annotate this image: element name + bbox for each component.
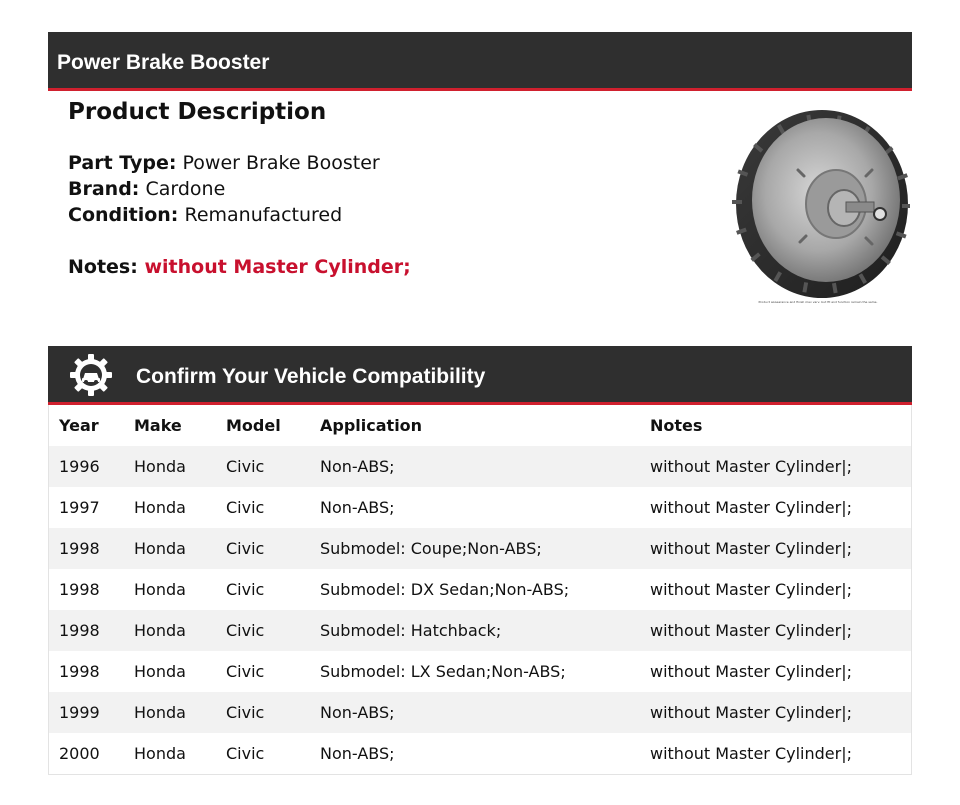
field-label: Part Type: xyxy=(68,152,177,174)
product-description xyxy=(68,96,688,280)
cell-application: Non-ABS; xyxy=(310,692,640,733)
cell-model: Civic xyxy=(216,528,310,569)
cell-make: Honda xyxy=(124,692,216,733)
cell-year: 2000 xyxy=(49,733,124,774)
field-part-type xyxy=(68,150,688,176)
cell-application: Submodel: DX Sedan;Non-ABS; xyxy=(310,569,640,610)
cell-make: Honda xyxy=(124,487,216,528)
table-row xyxy=(49,610,911,651)
image-caption: Product appearance and finish may vary, but fit and function remain the same. xyxy=(758,300,878,303)
field-label: Condition: xyxy=(68,204,179,226)
compatibility-table xyxy=(48,405,912,775)
field-value: Power Brake Booster xyxy=(182,152,380,174)
cell-application: Submodel: Hatchback; xyxy=(310,610,640,651)
product-image xyxy=(726,104,910,308)
cell-model: Civic xyxy=(216,733,310,774)
column-header-year: Year xyxy=(49,405,124,446)
cell-application: Submodel: LX Sedan;Non-ABS; xyxy=(310,651,640,692)
notes-line xyxy=(68,254,688,280)
cell-model: Civic xyxy=(216,487,310,528)
product-header xyxy=(48,32,912,91)
field-label: Brand: xyxy=(68,178,140,200)
field-brand xyxy=(68,176,688,202)
cell-application: Submodel: Coupe;Non-ABS; xyxy=(310,528,640,569)
cell-make: Honda xyxy=(124,651,216,692)
cell-make: Honda xyxy=(124,733,216,774)
cell-make: Honda xyxy=(124,610,216,651)
cell-model: Civic xyxy=(216,446,310,487)
cell-model: Civic xyxy=(216,692,310,733)
notes-label: Notes: xyxy=(68,256,138,278)
cell-notes: without Master Cylinder|; xyxy=(640,733,911,774)
table-header-row xyxy=(49,405,911,446)
cell-make: Honda xyxy=(124,528,216,569)
compatibility-title: Confirm Your Vehicle Compatibility xyxy=(136,365,486,388)
description-fields xyxy=(68,150,688,228)
field-value: Remanufactured xyxy=(184,204,343,226)
cell-model: Civic xyxy=(216,651,310,692)
cell-notes: without Master Cylinder|; xyxy=(640,528,911,569)
cell-year: 1996 xyxy=(49,446,124,487)
cell-application: Non-ABS; xyxy=(310,487,640,528)
cell-year: 1999 xyxy=(49,692,124,733)
table-row xyxy=(49,569,911,610)
compatibility-header xyxy=(48,346,912,405)
cell-application: Non-ABS; xyxy=(310,733,640,774)
cell-notes: without Master Cylinder|; xyxy=(640,569,911,610)
table-row xyxy=(49,733,911,774)
cell-year: 1998 xyxy=(49,610,124,651)
cell-make: Honda xyxy=(124,569,216,610)
brake-booster-image xyxy=(726,104,910,300)
table-row xyxy=(49,528,911,569)
description-heading: Product Description xyxy=(68,99,327,125)
cell-model: Civic xyxy=(216,569,310,610)
field-condition xyxy=(68,202,688,228)
table-row xyxy=(49,651,911,692)
cell-application: Non-ABS; xyxy=(310,446,640,487)
table-row xyxy=(49,446,911,487)
column-header-model: Model xyxy=(216,405,310,446)
cell-notes: without Master Cylinder|; xyxy=(640,446,911,487)
cell-notes: without Master Cylinder|; xyxy=(640,651,911,692)
cell-year: 1998 xyxy=(49,528,124,569)
notes-value: without Master Cylinder; xyxy=(144,256,411,278)
table-row xyxy=(49,487,911,528)
cell-notes: without Master Cylinder|; xyxy=(640,692,911,733)
column-header-application: Application xyxy=(310,405,640,446)
column-header-make: Make xyxy=(124,405,216,446)
gear-car-icon xyxy=(68,352,114,398)
cell-year: 1998 xyxy=(49,651,124,692)
cell-make: Honda xyxy=(124,446,216,487)
table-row xyxy=(49,692,911,733)
column-header-notes: Notes xyxy=(640,405,911,446)
product-title: Power Brake Booster xyxy=(57,51,270,74)
field-value: Cardone xyxy=(145,178,226,200)
cell-year: 1998 xyxy=(49,569,124,610)
cell-year: 1997 xyxy=(49,487,124,528)
cell-notes: without Master Cylinder|; xyxy=(640,610,911,651)
cell-model: Civic xyxy=(216,610,310,651)
cell-notes: without Master Cylinder|; xyxy=(640,487,911,528)
